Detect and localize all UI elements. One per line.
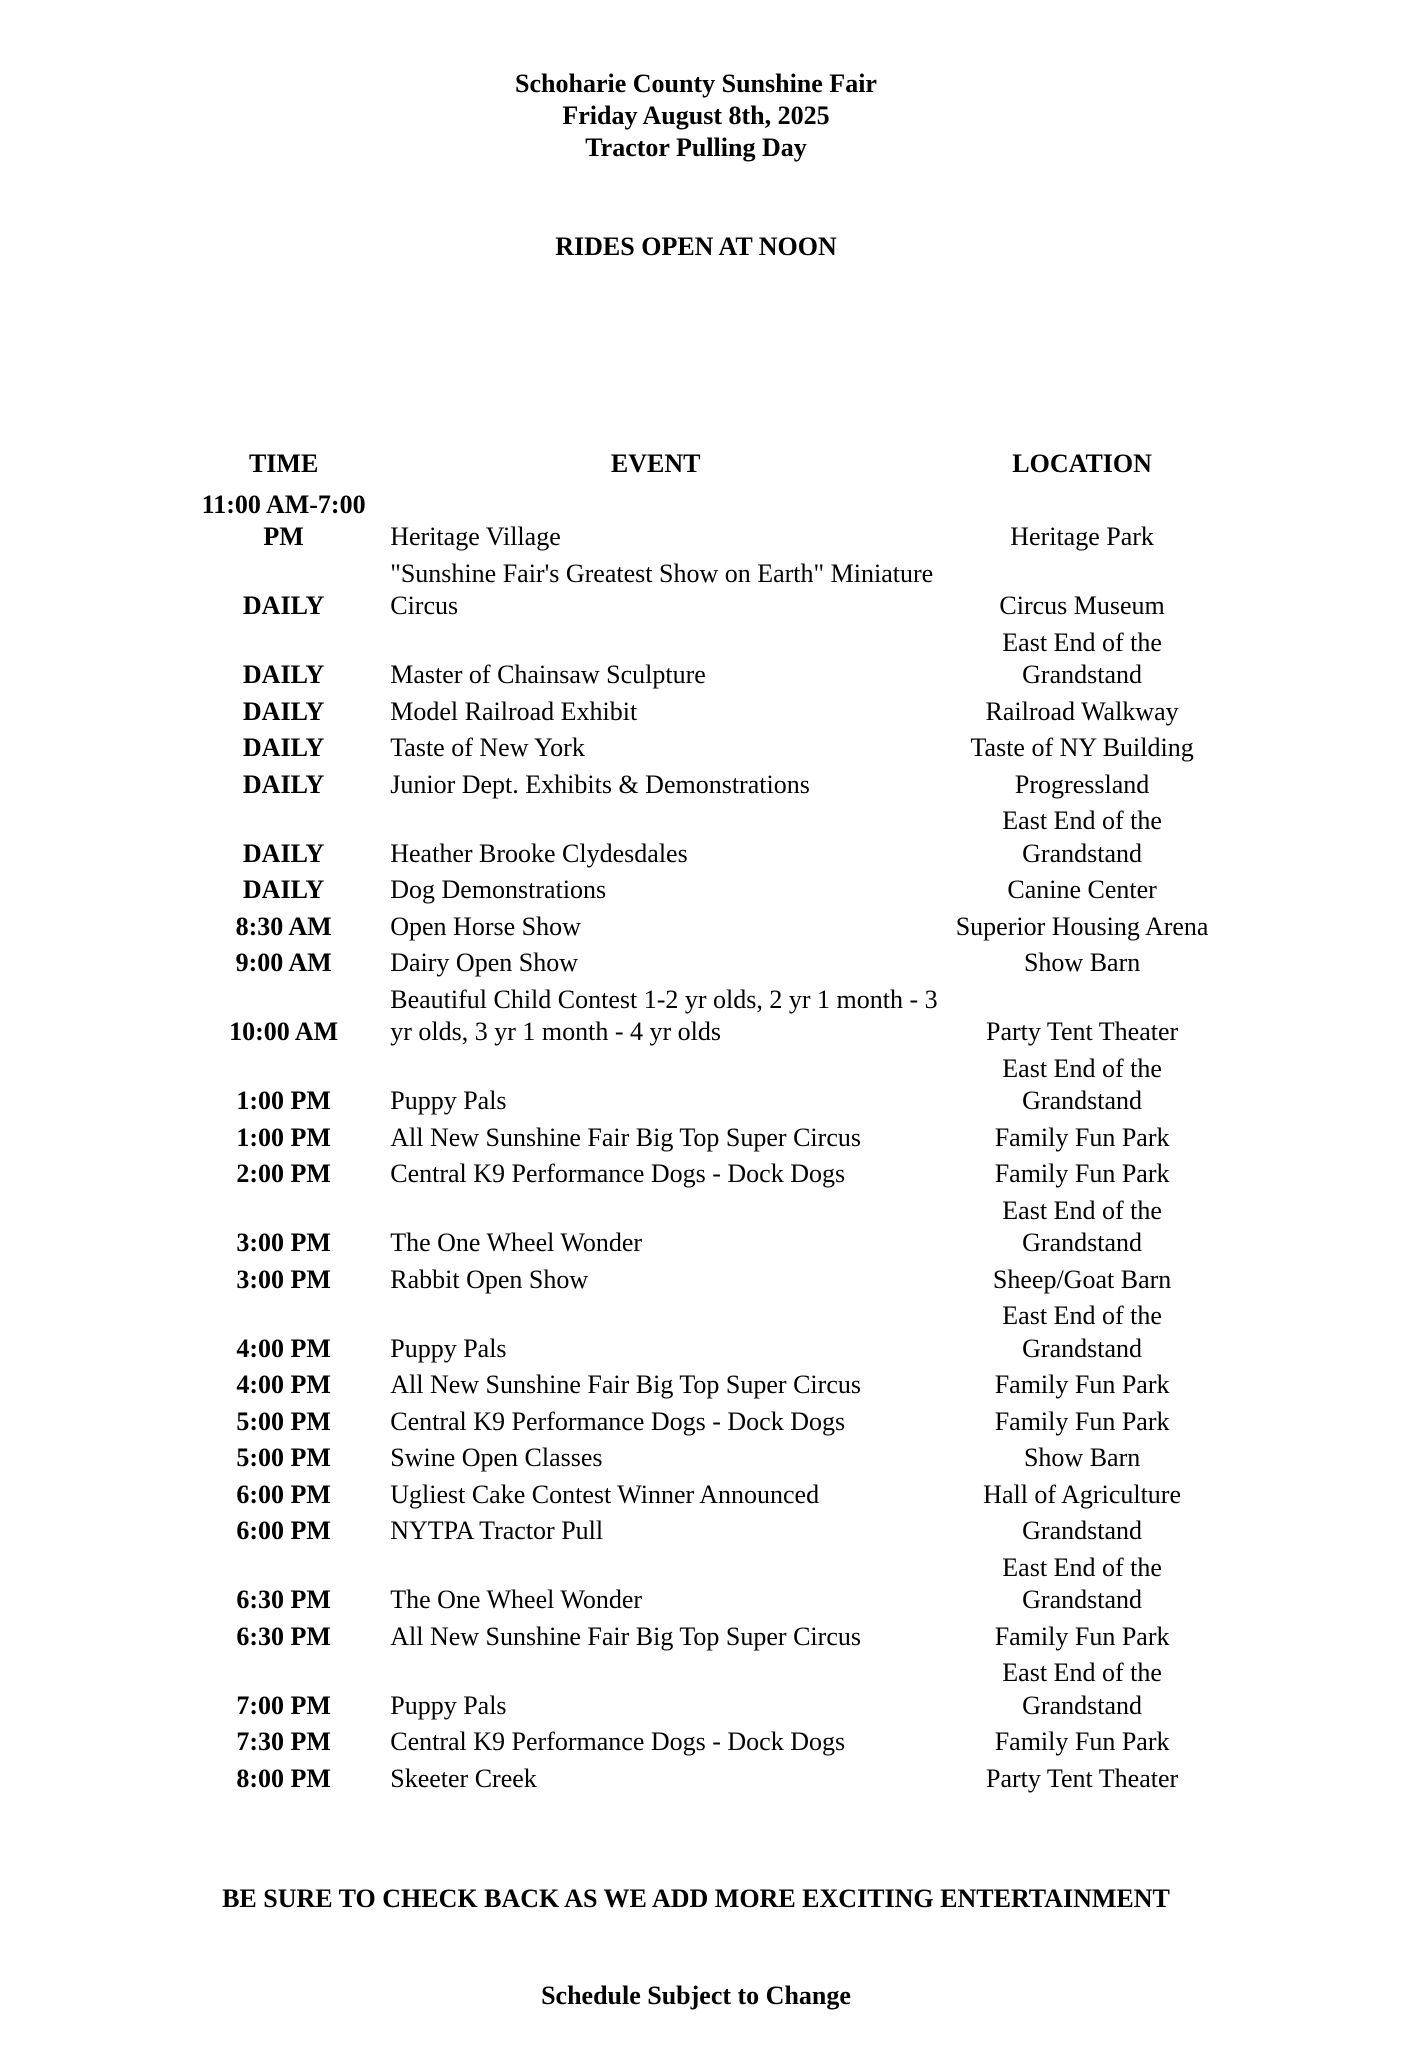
row-event: Rabbit Open Show: [390, 1264, 589, 1294]
row-event: NYTPA Tractor Pull: [390, 1516, 604, 1545]
row-location: Party Tent Theater: [986, 1017, 1179, 1046]
row-location: East End of the Grandstand: [1002, 627, 1162, 689]
row-time: 6:30 PM: [236, 1621, 331, 1651]
row-location: Party Tent Theater: [986, 1763, 1179, 1793]
table-row: [195, 1759, 1225, 1796]
table-row: [195, 1511, 1225, 1548]
event-date: Friday August 8th, 2025: [562, 101, 830, 130]
row-location: Progressland: [1014, 769, 1150, 799]
row-event: Heather Brooke Clydesdales: [390, 838, 688, 868]
row-time: DAILY: [242, 591, 325, 620]
row-time: 5:00 PM: [236, 1443, 331, 1472]
row-location: Heritage Park: [1010, 522, 1154, 551]
row-time: DAILY: [242, 875, 325, 904]
table-row: [195, 1402, 1225, 1439]
table-row: [195, 1118, 1225, 1155]
table-row: [195, 907, 1225, 944]
row-time: 2:00 PM: [236, 1159, 331, 1188]
row-time: 7:00 PM: [236, 1690, 331, 1720]
row-location: Taste of NY Building: [970, 733, 1194, 762]
location-column-header: LOCATION: [1012, 449, 1152, 478]
row-location: Superior Housing Arena: [955, 911, 1209, 941]
row-time: 6:00 PM: [236, 1516, 331, 1545]
row-event: Dog Demonstrations: [390, 875, 607, 904]
row-event: The One Wheel Wonder: [390, 1585, 643, 1614]
row-event: Central K9 Performance Dogs - Dock Dogs: [390, 1159, 846, 1188]
row-event: Central K9 Performance Dogs - Dock Dogs: [390, 1406, 846, 1436]
row-time: DAILY: [242, 733, 325, 762]
row-event: All New Sunshine Fair Big Top Super Circus: [390, 1621, 861, 1651]
row-location: Family Fun Park: [994, 1727, 1170, 1756]
row-location: Family Fun Park: [994, 1621, 1170, 1651]
schedule-table: [195, 448, 1225, 1795]
table-row: [195, 1154, 1225, 1191]
table-row: [195, 801, 1225, 870]
row-time: 1:00 PM: [236, 1086, 331, 1115]
row-location: East End of the Grandstand: [1002, 1301, 1162, 1363]
row-location: Family Fun Park: [994, 1406, 1170, 1436]
row-event: Puppy Pals: [390, 1333, 507, 1363]
row-event: Heritage Village: [390, 522, 561, 551]
row-event: Ugliest Cake Contest Winner Announced: [390, 1479, 820, 1509]
row-location: Family Fun Park: [994, 1122, 1170, 1152]
table-row: [195, 870, 1225, 907]
table-row: [195, 765, 1225, 802]
row-event: Swine Open Classes: [390, 1443, 603, 1472]
row-event: Junior Dept. Exhibits & Demonstrations: [390, 769, 810, 799]
row-event: Central K9 Performance Dogs - Dock Dogs: [390, 1727, 846, 1756]
row-location: East End of the Grandstand: [1002, 1195, 1162, 1257]
row-time: 9:00 AM: [235, 948, 332, 977]
row-location: Show Barn: [1023, 1443, 1141, 1472]
table-row: [195, 1548, 1225, 1617]
row-time: 4:00 PM: [236, 1333, 331, 1363]
row-event: All New Sunshine Fair Big Top Super Circus: [390, 1370, 861, 1399]
row-time: 8:30 AM: [235, 911, 332, 941]
rides-notice: RIDES OPEN AT NOON: [555, 232, 837, 261]
row-time: 5:00 PM: [236, 1406, 331, 1436]
table-row: [195, 1438, 1225, 1475]
row-location: Railroad Walkway: [985, 696, 1179, 726]
table-row: [195, 1049, 1225, 1118]
row-event: Beautiful Child Contest 1-2 yr olds, 2 yr 1 month - 3 yr olds, 3 yr 1 month - 4 yr olds: [390, 984, 938, 1046]
table-row: [195, 1296, 1225, 1365]
row-time: 6:30 PM: [236, 1585, 331, 1614]
row-event: The One Wheel Wonder: [390, 1228, 643, 1257]
row-event: Puppy Pals: [390, 1086, 507, 1115]
table-row: [195, 943, 1225, 980]
row-location: East End of the Grandstand: [1002, 1658, 1162, 1720]
row-event: Dairy Open Show: [390, 948, 578, 977]
row-event: Skeeter Creek: [390, 1763, 537, 1793]
table-row: [195, 623, 1225, 692]
row-location: Show Barn: [1023, 948, 1141, 977]
row-time: 11:00 AM-7:00 PM: [201, 489, 366, 551]
fair-title: Schoharie County Sunshine Fair: [515, 69, 877, 98]
row-event: All New Sunshine Fair Big Top Super Circus: [390, 1122, 861, 1152]
day-theme: Tractor Pulling Day: [585, 133, 807, 162]
row-location: Grandstand: [1022, 1516, 1143, 1545]
schedule-change-notice: Schedule Subject to Change: [541, 1981, 851, 2010]
row-time: DAILY: [242, 660, 325, 689]
check-back-notice: BE SURE TO CHECK BACK AS WE ADD MORE EXCITING ENTERTAINMENT: [222, 1884, 1170, 1913]
row-location: Circus Museum: [999, 591, 1165, 620]
row-event: Open Horse Show: [390, 911, 581, 941]
row-event: "Sunshine Fair's Greatest Show on Earth" Miniature Circus: [390, 558, 934, 620]
table-row: [195, 1191, 1225, 1260]
row-time: DAILY: [242, 838, 325, 868]
table-row: [195, 554, 1225, 623]
document-header: [0, 68, 1392, 164]
row-time: 8:00 PM: [236, 1763, 331, 1793]
table-row: [195, 980, 1225, 1049]
row-event: Puppy Pals: [390, 1690, 507, 1720]
table-row: [195, 485, 1225, 554]
row-event: Model Railroad Exhibit: [390, 696, 638, 726]
row-event: Master of Chainsaw Sculpture: [390, 660, 706, 689]
row-time: 3:00 PM: [236, 1264, 331, 1294]
table-row: [195, 728, 1225, 765]
row-location: Sheep/Goat Barn: [992, 1264, 1172, 1294]
row-time: 1:00 PM: [236, 1122, 331, 1152]
row-location: Family Fun Park: [994, 1159, 1170, 1188]
table-row: [195, 1260, 1225, 1297]
table-row: [195, 692, 1225, 729]
row-location: East End of the Grandstand: [1002, 1053, 1162, 1115]
row-location: Canine Center: [1007, 875, 1157, 904]
row-location: East End of the Grandstand: [1002, 1552, 1162, 1614]
table-row: [195, 1365, 1225, 1402]
row-time: DAILY: [242, 769, 325, 799]
row-location: Hall of Agriculture: [983, 1479, 1182, 1509]
event-column-header: EVENT: [610, 449, 701, 478]
row-time: DAILY: [242, 696, 325, 726]
table-row: [195, 1722, 1225, 1759]
table-row: [195, 1475, 1225, 1512]
row-time: 4:00 PM: [236, 1370, 331, 1399]
time-column-header: TIME: [248, 449, 319, 478]
row-time: 3:00 PM: [236, 1228, 331, 1257]
table-row: [195, 1653, 1225, 1722]
table-row: [195, 1617, 1225, 1654]
schedule-rows: [195, 485, 1225, 1796]
row-time: 10:00 AM: [229, 1017, 339, 1046]
row-time: 7:30 PM: [236, 1727, 331, 1756]
table-header-row: [195, 448, 1225, 485]
row-event: Taste of New York: [390, 733, 585, 762]
row-location: East End of the Grandstand: [1002, 806, 1162, 868]
row-time: 6:00 PM: [236, 1479, 331, 1509]
row-location: Family Fun Park: [994, 1370, 1170, 1399]
